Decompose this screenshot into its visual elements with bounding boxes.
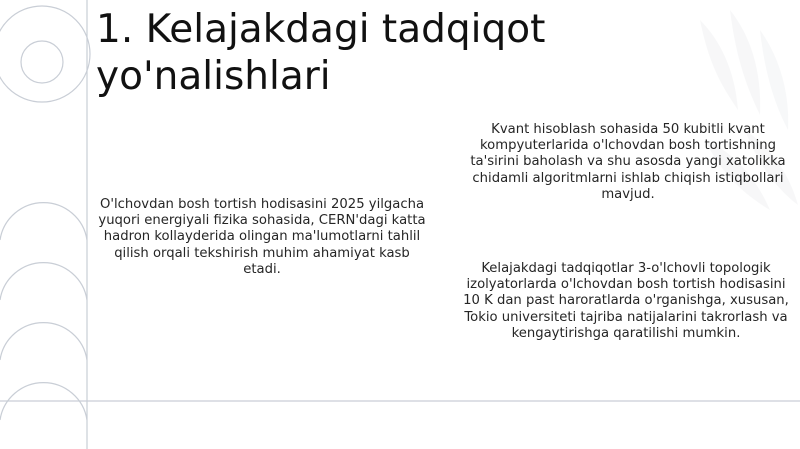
arc-3	[0, 323, 87, 360]
inner-circle	[21, 41, 63, 83]
slide-title: 1. Kelajakdagi tadqiqot yo'nalishlari	[96, 7, 546, 99]
paragraph-quantum: Kvant hisoblash sohasida 50 kubitli kvant kompyuterlarida o'lchovdan bosh tortishning ta'sirini baholash va shu asosda yangi xatolikka chidamli algoritmlarni ishlab chiqish istiqbollari mavjud.	[470, 122, 786, 202]
arc-2	[0, 263, 87, 300]
paragraph-cern: O'lchovdan bosh tortish hodisasini 2025 yilgacha yuqori energiyali fizika sohasida, CERN'dagi katta hadron kollayderida olingan ma'lumotlarni tahlil qilish orqali tekshirish muhim ahamiyat kasb etadi.	[98, 197, 426, 277]
arc-1	[0, 203, 87, 240]
paragraph-topological: Kelajakdagi tadqiqotlar 3-o'lchovli topologik izolyatorlarda o'lchovdan bosh tortish hodisasini 10 K dan past haroratlarda o'rganishga, xususan, Tokio universiteti tajriba natijalarini takrorlash va kengaytirishga qaratilishi mumkin.	[463, 261, 789, 341]
outer-circle	[0, 6, 90, 102]
